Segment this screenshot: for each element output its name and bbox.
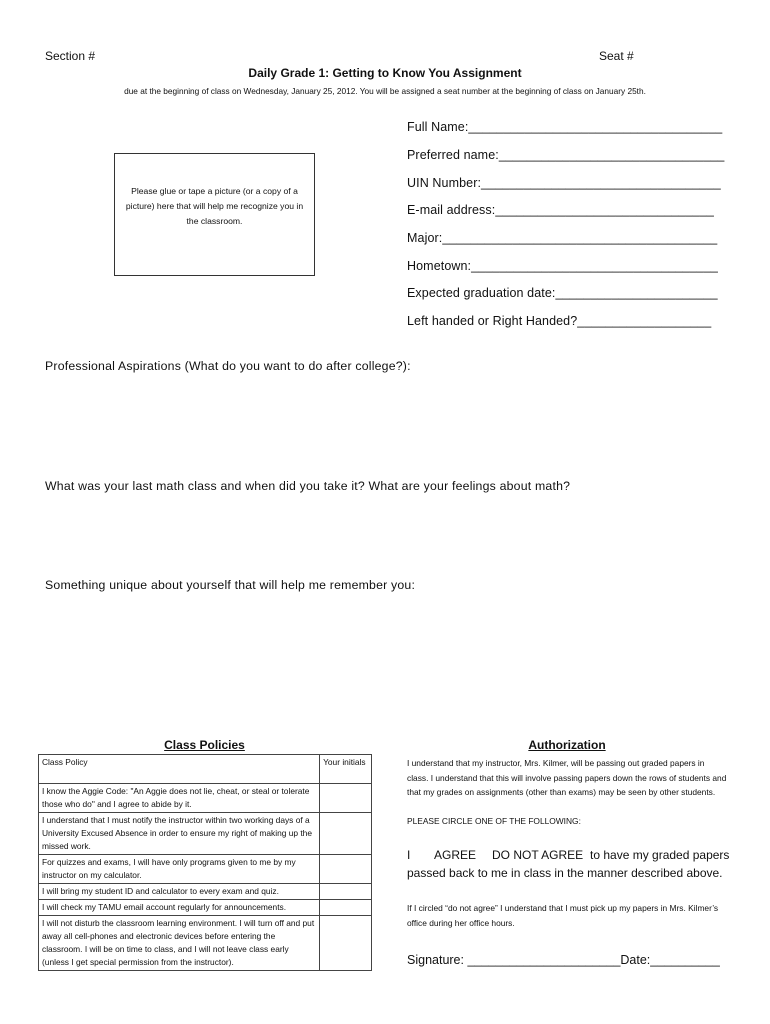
disagree-note: If I circled “do not agree” I understand that I must pick up my papers in Mrs. Kilmer’s office during her office hours. xyxy=(407,903,719,928)
hometown-field[interactable]: Hometown:___________________________________ xyxy=(407,259,718,273)
photo-box-text: Please glue or tape a picture (or a copy of a picture) here that will help me recognize you in the classroom. xyxy=(125,186,304,226)
policy-text: I will bring my student ID and calculator to every exam and quiz. xyxy=(39,884,320,900)
header-class-policy: Class Policy xyxy=(39,755,320,784)
class-policies-table xyxy=(38,754,372,971)
policy-text: For quizzes and exams, I will have only programs given to me by my instructor on my calculator. xyxy=(39,855,320,884)
option-agree[interactable]: AGREE xyxy=(434,848,477,862)
policy-text: I understand that I must notify the instructor within two working days of a University Excused Absence in order to ensure my right of making up the missed work. xyxy=(39,813,320,855)
signature-date-line[interactable]: Signature: ______________________Date:__________ xyxy=(407,953,720,967)
option-i: I xyxy=(407,848,411,862)
policy-text: I will not disturb the classroom learning environment. I will turn off and put away all cell-phones and electronic devices before entering the classroom. I will be on time to class, and I will not leave class early (unless I get special permission from the instructor). xyxy=(39,916,320,971)
page-title: Daily Grade 1: Getting to Know You Assignment xyxy=(248,66,522,80)
question-aspirations: Professional Aspirations (What do you want to do after college?): xyxy=(45,359,411,373)
major-field[interactable]: Major:_______________________________________ xyxy=(407,231,718,245)
table-header-row xyxy=(39,755,372,784)
option-do-not-agree[interactable]: DO NOT AGREE xyxy=(492,848,584,862)
section-label: Section # xyxy=(45,49,96,63)
policy-text: I know the Aggie Code: "An Aggie does not lie, cheat, or steal or tolerate those who do" and I agree to abide by it. xyxy=(39,784,320,813)
preferred-name-field[interactable]: Preferred name:________________________________ xyxy=(407,148,725,162)
initials-cell[interactable] xyxy=(320,916,372,971)
authorization-title: Authorization xyxy=(528,738,606,752)
email-address-field[interactable]: E-mail address:_______________________________ xyxy=(407,203,714,217)
seat-label: Seat # xyxy=(599,49,634,63)
authorization-paragraph: I understand that my instructor, Mrs. Kilmer, will be passing out graded papers in class. I understand that this will involve passing papers down the rows of students and that my grades on assignments (other than exams) may be seen by other students. xyxy=(407,758,727,797)
page-subtitle: due at the beginning of class on Wednesday, January 25, 2012. You will be assigned a seat number at the beginning of class on January 25th. xyxy=(124,86,646,96)
question-unique: Something unique about yourself that will help me remember you: xyxy=(45,578,416,592)
table-row xyxy=(39,900,372,916)
initials-cell[interactable] xyxy=(320,813,372,855)
table-row xyxy=(39,855,372,884)
question-math: What was your last math class and when did you take it? What are your feelings about math? xyxy=(45,479,571,493)
circle-instruction: PLEASE CIRCLE ONE OF THE FOLLOWING: xyxy=(407,816,581,826)
initials-cell[interactable] xyxy=(320,884,372,900)
header-your-initials: Your initials xyxy=(320,755,372,784)
class-policies-title: Class Policies xyxy=(164,738,245,752)
uin-number-field[interactable]: UIN Number:__________________________________ xyxy=(407,176,721,190)
option-tail: to have my graded papers xyxy=(590,848,730,862)
full-name-field[interactable]: Full Name:____________________________________ xyxy=(407,120,723,134)
table-row xyxy=(39,884,372,900)
initials-cell[interactable] xyxy=(320,784,372,813)
initials-cell[interactable] xyxy=(320,900,372,916)
option-line-2: passed back to me in class in the manner described above. xyxy=(407,866,723,880)
table-row xyxy=(39,813,372,855)
graduation-date-field[interactable]: Expected graduation date:_______________________ xyxy=(407,286,718,300)
handedness-field[interactable]: Left handed or Right Handed?___________________ xyxy=(407,314,712,328)
table-row xyxy=(39,784,372,813)
table-row xyxy=(39,916,372,971)
policy-text: I will check my TAMU email account regularly for announcements. xyxy=(39,900,320,916)
photo-box xyxy=(114,153,315,276)
initials-cell[interactable] xyxy=(320,855,372,884)
